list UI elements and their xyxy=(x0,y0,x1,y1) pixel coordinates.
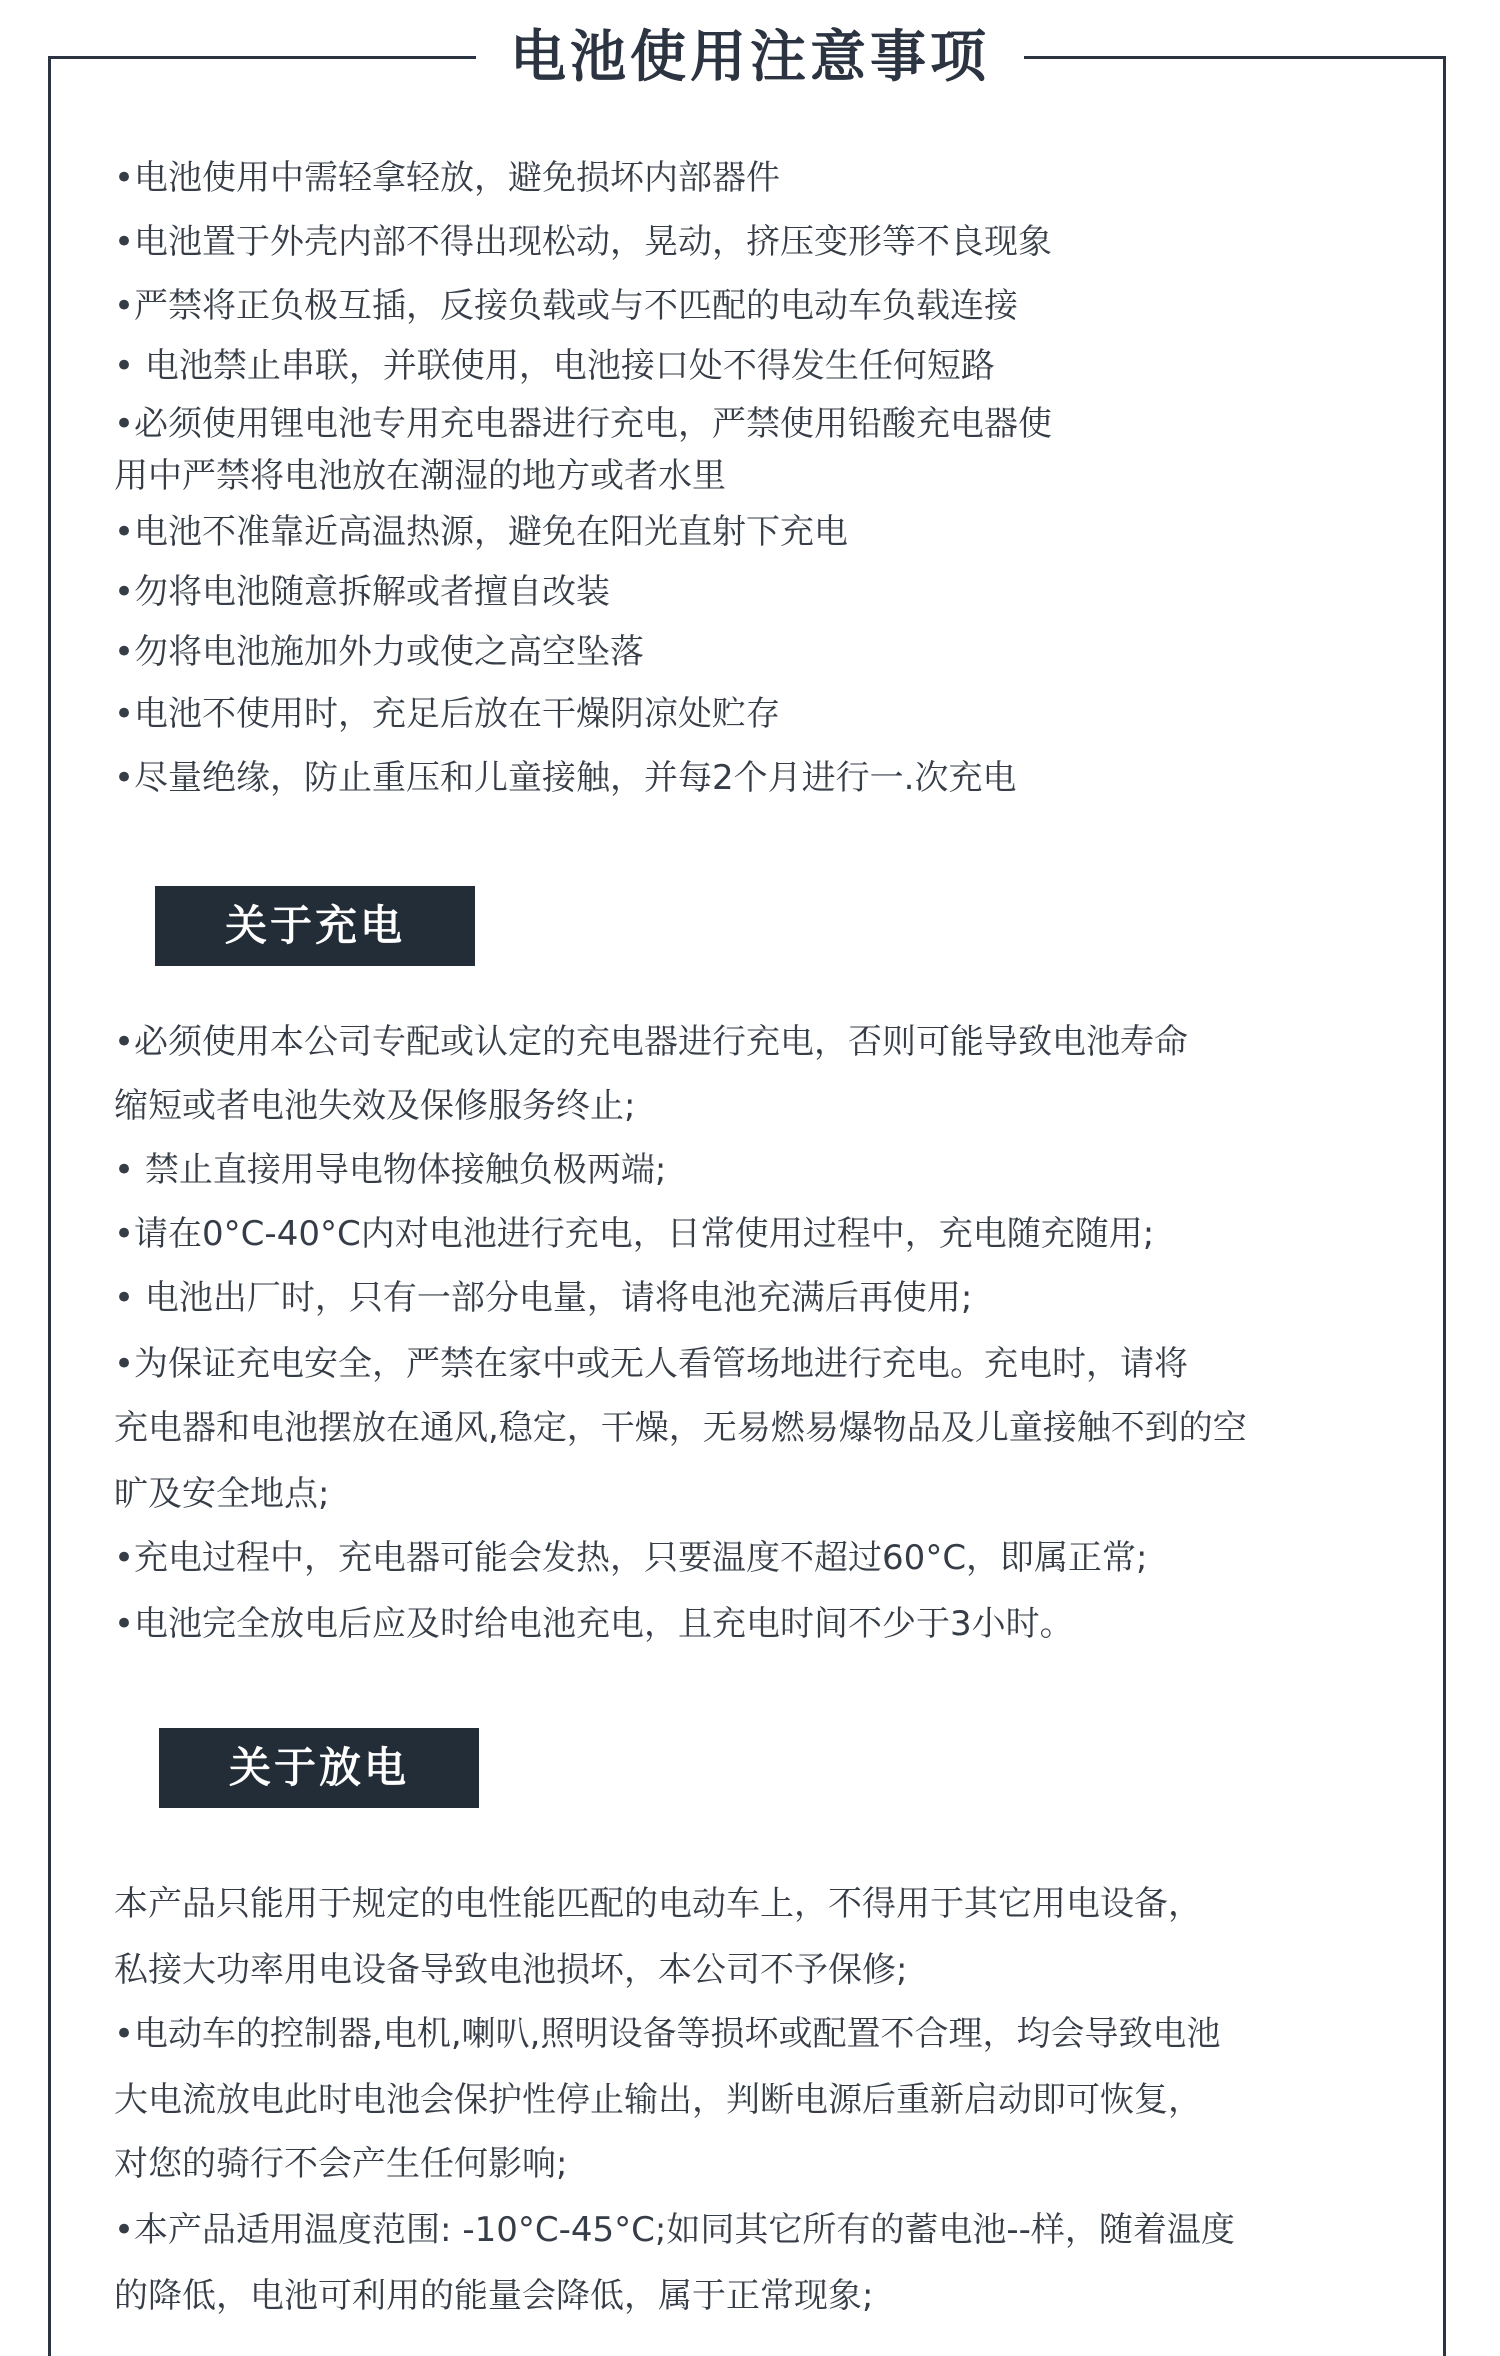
note-line: •充电过程中，充电器可能会发热，只要温度不超过60°C，即属正常; xyxy=(114,1538,1148,1578)
note-line: •必须使用锂电池专用充电器进行充电，严禁使用铅酸充电器使 xyxy=(114,404,1053,444)
note-line: •电动车的控制器,电机,喇叭,照明设备等损坏或配置不合理，均会导致电池 xyxy=(114,2014,1221,2054)
note-line: •勿将电池施加外力或使之高空坠落 xyxy=(114,632,645,672)
note-line: •电池使用中需轻拿轻放，避免损坏内部器件 xyxy=(114,158,781,198)
usage-notes xyxy=(114,148,1364,808)
note-line: •电池不准靠近高温热源，避免在阳光直射下充电 xyxy=(114,512,849,552)
note-line: 对您的骑行不会产生任何影响; xyxy=(114,2144,568,2184)
page-title-wrap xyxy=(0,18,1500,98)
page-title: 电池使用注意事项 xyxy=(476,18,1024,98)
note-line: 本产品只能用于规定的电性能匹配的电动车上，不得用于其它用电设备， xyxy=(114,1884,1202,1924)
note-line: •电池置于外壳内部不得出现松动，晃动，挤压变形等不良现象 xyxy=(114,222,1053,262)
note-line: 私接大功率用电设备导致电池损坏，本公司不予保修; xyxy=(114,1950,908,1990)
charging-heading: 关于充电 xyxy=(155,886,475,966)
note-line: •本产品适用温度范围: -10°C-45°C;如同其它所有的蓄电池--样，随着温度 xyxy=(114,2210,1235,2250)
note-line: 大电流放电此时电池会保护性停止输出，判断电源后重新启动即可恢复， xyxy=(114,2080,1202,2120)
note-line: 缩短或者电池失效及保修服务终止; xyxy=(114,1086,636,1126)
note-line: •请在0°C-40°C内对电池进行充电，日常使用过程中，充电随充随用; xyxy=(114,1214,1155,1254)
note-line: • 禁止直接用导电物体接触负极两端; xyxy=(114,1150,667,1190)
discharging-notes xyxy=(114,1874,1364,2326)
note-line: •电池完全放电后应及时给电池充电，且充电时间不少于3小时。 xyxy=(114,1604,1074,1644)
note-line: 的降低，电池可利用的能量会降低，属于正常现象; xyxy=(114,2276,874,2316)
note-line: • 电池禁止串联，并联使用，电池接口处不得发生任何短路 xyxy=(114,346,995,386)
note-line: 用中严禁将电池放在潮湿的地方或者水里 xyxy=(114,456,726,496)
note-line: •勿将电池随意拆解或者擅自改装 xyxy=(114,572,611,612)
note-line: 充电器和电池摆放在通风,稳定，干燥，无易燃易爆物品及儿童接触不到的空 xyxy=(114,1408,1247,1448)
note-line: •电池不使用时，充足后放在干燥阴凉处贮存 xyxy=(114,694,781,734)
discharging-heading: 关于放电 xyxy=(159,1728,479,1808)
charging-notes xyxy=(114,1012,1364,1654)
note-line: 旷及安全地点; xyxy=(114,1474,330,1514)
note-line: •必须使用本公司专配或认定的充电器进行充电，否则可能导致电池寿命 xyxy=(114,1022,1189,1062)
note-line: • 电池出厂时，只有一部分电量，请将电池充满后再使用; xyxy=(114,1278,973,1318)
note-line: •严禁将正负极互插，反接负载或与不匹配的电动车负载连接 xyxy=(114,286,1019,326)
note-line: •为保证充电安全，严禁在家中或无人看管场地进行充电。充电时，请将 xyxy=(114,1344,1189,1384)
note-line: •尽量绝缘，防止重压和儿童接触，并每2个月进行一.次充电 xyxy=(114,758,1017,798)
